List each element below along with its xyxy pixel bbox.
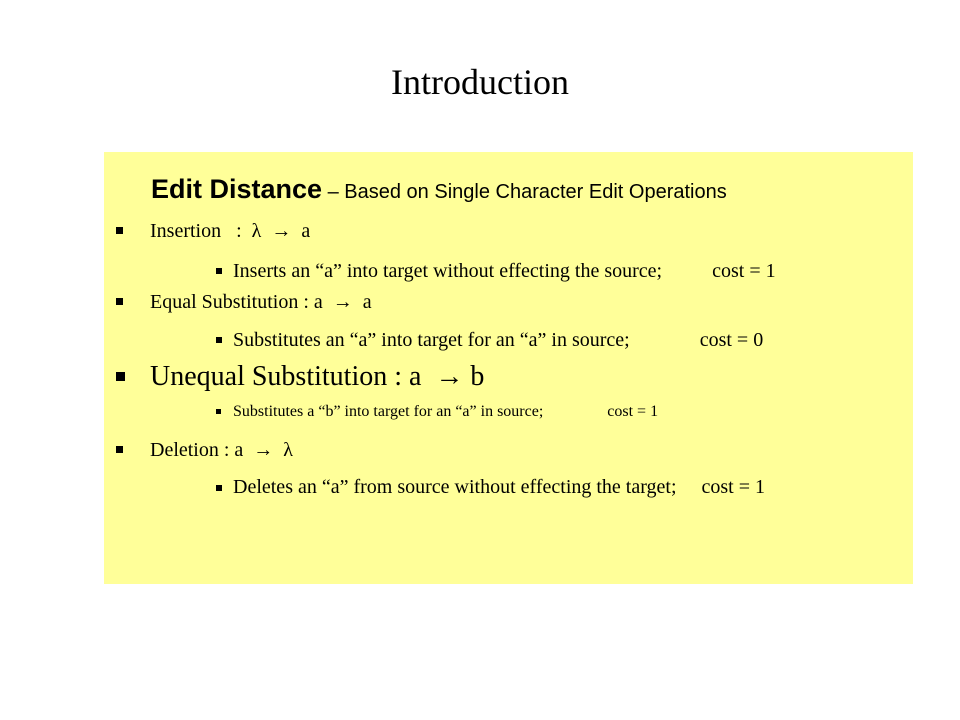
list-item-insertion: Insertion : λ → a bbox=[150, 220, 311, 242]
bullet-square-icon bbox=[216, 409, 221, 414]
bullet-square-icon bbox=[216, 337, 222, 343]
bullet-square-icon bbox=[116, 372, 125, 381]
list-item-equal-substitution: Equal Substitution : a → a bbox=[150, 291, 372, 313]
sub-item-insertion-desc: Inserts an “a” into target without effecting the source; cost = 1 bbox=[233, 260, 776, 282]
bullet-square-icon bbox=[216, 485, 222, 491]
list-item-deletion: Deletion : a → λ bbox=[150, 439, 293, 461]
sub-item-equal-substitution-desc: Substitutes an “a” into target for an “a” in source; cost = 0 bbox=[233, 329, 764, 351]
heading-term: Edit Distance bbox=[151, 174, 323, 204]
sub-item-deletion-desc: Deletes an “a” from source without effecting the target; cost = 1 bbox=[233, 476, 766, 498]
bullet-square-icon bbox=[116, 446, 123, 453]
bullet-square-icon bbox=[216, 268, 222, 274]
bullet-square-icon bbox=[116, 227, 123, 234]
bullet-square-icon bbox=[116, 298, 123, 305]
slide-title: Introduction bbox=[391, 62, 569, 102]
content-box bbox=[104, 152, 913, 584]
heading-description: – Based on Single Character Edit Operations bbox=[322, 181, 727, 203]
box-heading bbox=[151, 170, 727, 213]
sub-item-unequal-substitution-desc: Substitutes a “b” into target for an “a” in source; cost = 1 bbox=[233, 403, 659, 420]
list-item-unequal-substitution: Unequal Substitution : a → b bbox=[150, 361, 485, 392]
